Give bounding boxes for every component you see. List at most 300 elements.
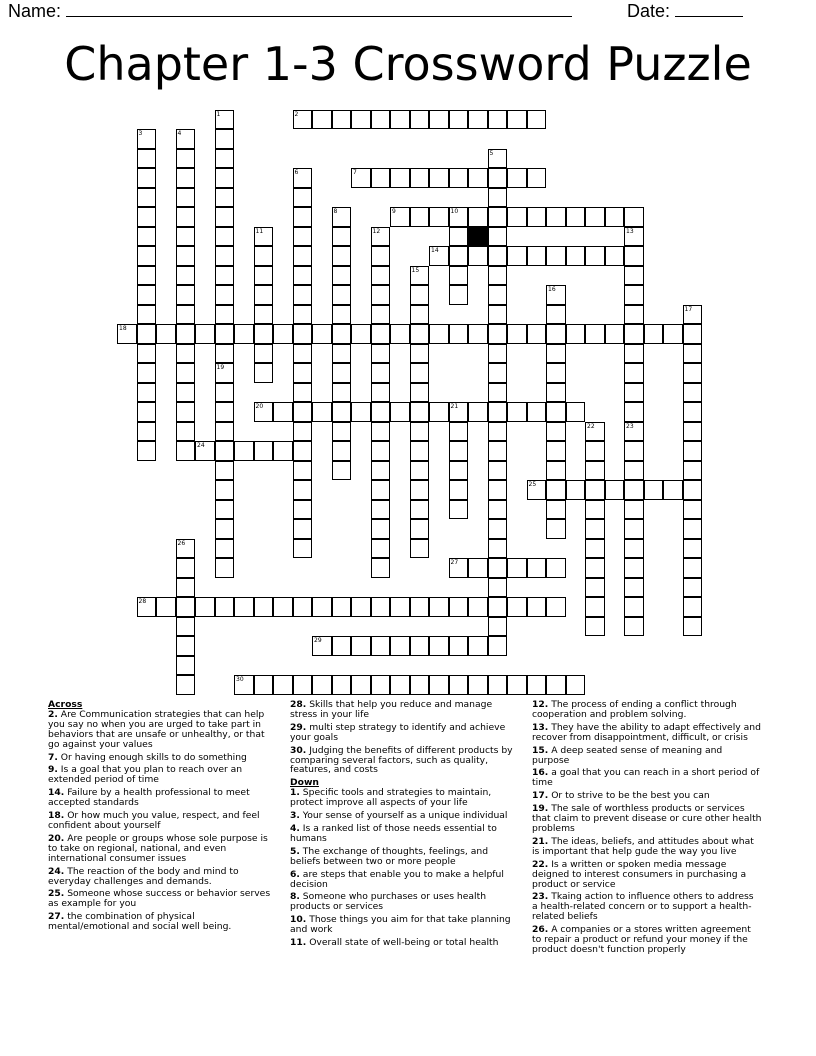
grid-cell[interactable]	[410, 441, 430, 461]
grid-cell[interactable]	[332, 305, 352, 325]
grid-cell[interactable]	[390, 597, 410, 617]
grid-cell[interactable]	[663, 480, 683, 500]
grid-cell[interactable]	[371, 597, 391, 617]
grid-cell[interactable]	[449, 480, 469, 500]
grid-cell[interactable]	[234, 441, 254, 461]
grid-cell[interactable]	[293, 480, 313, 500]
grid-cell[interactable]	[410, 207, 430, 227]
grid-cell[interactable]	[507, 324, 527, 344]
grid-cell[interactable]	[546, 285, 566, 305]
grid-cell[interactable]	[176, 402, 196, 422]
grid-cell[interactable]	[332, 461, 352, 481]
grid-cell[interactable]	[293, 675, 313, 695]
grid-cell[interactable]	[449, 246, 469, 266]
grid-cell[interactable]	[273, 597, 293, 617]
grid-cell[interactable]	[254, 675, 274, 695]
grid-cell[interactable]	[254, 266, 274, 286]
grid-cell[interactable]	[176, 363, 196, 383]
grid-cell[interactable]	[683, 441, 703, 461]
grid-cell[interactable]	[254, 285, 274, 305]
grid-cell[interactable]	[137, 324, 157, 344]
grid-cell[interactable]	[137, 285, 157, 305]
grid-cell[interactable]	[351, 324, 371, 344]
grid-cell[interactable]	[410, 675, 430, 695]
grid-cell[interactable]	[254, 363, 274, 383]
grid-cell[interactable]	[624, 266, 644, 286]
grid-cell[interactable]	[176, 149, 196, 169]
grid-cell[interactable]	[449, 227, 469, 247]
grid-cell[interactable]	[683, 578, 703, 598]
grid-cell[interactable]	[332, 285, 352, 305]
grid-cell[interactable]	[176, 285, 196, 305]
grid-cell[interactable]	[624, 480, 644, 500]
grid-cell[interactable]	[390, 110, 410, 130]
grid-cell[interactable]	[410, 305, 430, 325]
grid-cell[interactable]	[137, 246, 157, 266]
grid-cell[interactable]	[429, 246, 449, 266]
grid-cell[interactable]	[215, 188, 235, 208]
grid-cell[interactable]	[176, 441, 196, 461]
grid-cell[interactable]	[585, 500, 605, 520]
grid-cell[interactable]	[371, 305, 391, 325]
grid-cell[interactable]	[351, 402, 371, 422]
grid-cell[interactable]	[293, 188, 313, 208]
grid-cell[interactable]	[137, 344, 157, 364]
grid-cell[interactable]	[371, 480, 391, 500]
grid-cell[interactable]	[215, 539, 235, 559]
grid-cell[interactable]	[293, 402, 313, 422]
grid-cell[interactable]	[176, 383, 196, 403]
grid-cell[interactable]	[312, 110, 332, 130]
grid-cell[interactable]	[449, 597, 469, 617]
grid-cell[interactable]	[624, 285, 644, 305]
grid-cell[interactable]	[351, 110, 371, 130]
grid-cell[interactable]	[273, 324, 293, 344]
grid-cell[interactable]	[624, 305, 644, 325]
grid-cell[interactable]	[488, 539, 508, 559]
grid-cell[interactable]	[663, 324, 683, 344]
grid-cell[interactable]	[215, 305, 235, 325]
grid-cell[interactable]	[644, 324, 664, 344]
grid-cell[interactable]	[137, 402, 157, 422]
grid-cell[interactable]	[585, 461, 605, 481]
grid-cell[interactable]	[410, 519, 430, 539]
grid-cell[interactable]	[410, 266, 430, 286]
grid-cell[interactable]	[546, 480, 566, 500]
grid-cell[interactable]	[176, 578, 196, 598]
grid-cell[interactable]	[468, 675, 488, 695]
grid-cell[interactable]	[215, 402, 235, 422]
grid-cell[interactable]	[215, 480, 235, 500]
grid-cell[interactable]	[429, 402, 449, 422]
grid-cell[interactable]	[332, 266, 352, 286]
grid-cell[interactable]	[351, 675, 371, 695]
grid-cell[interactable]	[176, 188, 196, 208]
grid-cell[interactable]	[585, 597, 605, 617]
grid-cell[interactable]	[293, 266, 313, 286]
grid-cell[interactable]	[312, 636, 332, 656]
grid-cell[interactable]	[215, 597, 235, 617]
grid-cell[interactable]	[488, 636, 508, 656]
grid-cell[interactable]	[585, 519, 605, 539]
grid-cell[interactable]	[137, 129, 157, 149]
grid-cell[interactable]	[410, 480, 430, 500]
grid-cell[interactable]	[527, 110, 547, 130]
grid-cell[interactable]	[488, 461, 508, 481]
grid-cell[interactable]	[410, 422, 430, 442]
grid-cell[interactable]	[176, 344, 196, 364]
grid-cell[interactable]	[293, 363, 313, 383]
grid-cell[interactable]	[585, 617, 605, 637]
grid-cell[interactable]	[468, 110, 488, 130]
grid-cell[interactable]	[410, 363, 430, 383]
grid-cell[interactable]	[137, 266, 157, 286]
grid-cell[interactable]	[546, 461, 566, 481]
grid-cell[interactable]	[312, 402, 332, 422]
grid-cell[interactable]	[293, 519, 313, 539]
grid-cell[interactable]	[293, 227, 313, 247]
grid-cell[interactable]	[390, 636, 410, 656]
grid-cell[interactable]	[488, 578, 508, 598]
grid-cell[interactable]	[176, 168, 196, 188]
grid-cell[interactable]	[332, 422, 352, 442]
grid-cell[interactable]	[449, 266, 469, 286]
grid-cell[interactable]	[527, 675, 547, 695]
grid-cell[interactable]	[254, 227, 274, 247]
grid-cell[interactable]	[332, 675, 352, 695]
grid-cell[interactable]	[371, 383, 391, 403]
grid-cell[interactable]	[488, 402, 508, 422]
grid-cell[interactable]	[215, 266, 235, 286]
grid-cell[interactable]	[215, 344, 235, 364]
grid-cell[interactable]	[410, 110, 430, 130]
grid-cell[interactable]	[683, 558, 703, 578]
grid-cell[interactable]	[332, 597, 352, 617]
grid-cell[interactable]	[332, 344, 352, 364]
grid-cell[interactable]	[410, 324, 430, 344]
grid-cell[interactable]	[449, 422, 469, 442]
grid-cell[interactable]	[683, 363, 703, 383]
grid-cell[interactable]	[410, 383, 430, 403]
grid-cell[interactable]	[176, 246, 196, 266]
grid-cell[interactable]	[137, 363, 157, 383]
grid-cell[interactable]	[195, 597, 215, 617]
grid-cell[interactable]	[176, 324, 196, 344]
grid-cell[interactable]	[507, 246, 527, 266]
grid-cell[interactable]	[410, 636, 430, 656]
grid-cell[interactable]	[371, 363, 391, 383]
grid-cell[interactable]	[624, 246, 644, 266]
grid-cell[interactable]	[527, 324, 547, 344]
grid-cell[interactable]	[546, 441, 566, 461]
grid-cell[interactable]	[624, 597, 644, 617]
grid-cell[interactable]	[605, 207, 625, 227]
grid-cell[interactable]	[683, 519, 703, 539]
grid-cell[interactable]	[156, 597, 176, 617]
grid-cell[interactable]	[273, 675, 293, 695]
grid-cell[interactable]	[507, 675, 527, 695]
grid-cell[interactable]	[410, 461, 430, 481]
grid-cell[interactable]	[156, 324, 176, 344]
grid-cell[interactable]	[293, 461, 313, 481]
grid-cell[interactable]	[176, 422, 196, 442]
grid-cell[interactable]	[176, 675, 196, 695]
grid-cell[interactable]	[410, 597, 430, 617]
grid-cell[interactable]	[468, 597, 488, 617]
grid-cell[interactable]	[371, 558, 391, 578]
grid-cell[interactable]	[371, 402, 391, 422]
grid-cell[interactable]	[390, 402, 410, 422]
grid-cell[interactable]	[488, 188, 508, 208]
grid-cell[interactable]	[273, 441, 293, 461]
grid-cell[interactable]	[215, 500, 235, 520]
grid-cell[interactable]	[215, 168, 235, 188]
grid-cell[interactable]	[644, 480, 664, 500]
grid-cell[interactable]	[332, 227, 352, 247]
grid-cell[interactable]	[371, 422, 391, 442]
grid-cell[interactable]	[566, 246, 586, 266]
grid-cell[interactable]	[215, 363, 235, 383]
grid-cell[interactable]	[488, 519, 508, 539]
grid-cell[interactable]	[293, 597, 313, 617]
grid-cell[interactable]	[488, 363, 508, 383]
grid-cell[interactable]	[585, 324, 605, 344]
grid-cell[interactable]	[468, 246, 488, 266]
grid-cell[interactable]	[371, 636, 391, 656]
grid-cell[interactable]	[683, 597, 703, 617]
grid-cell[interactable]	[332, 441, 352, 461]
grid-cell[interactable]	[585, 539, 605, 559]
grid-cell[interactable]	[429, 324, 449, 344]
grid-cell[interactable]	[371, 324, 391, 344]
grid-cell[interactable]	[566, 675, 586, 695]
grid-cell[interactable]	[332, 636, 352, 656]
grid-cell[interactable]	[546, 363, 566, 383]
grid-cell[interactable]	[293, 207, 313, 227]
grid-cell[interactable]	[527, 246, 547, 266]
grid-cell[interactable]	[332, 402, 352, 422]
grid-cell[interactable]	[624, 207, 644, 227]
grid-cell[interactable]	[507, 558, 527, 578]
grid-cell[interactable]	[488, 597, 508, 617]
grid-cell[interactable]	[137, 207, 157, 227]
grid-cell[interactable]	[605, 480, 625, 500]
grid-cell[interactable]	[215, 246, 235, 266]
grid-cell[interactable]	[683, 461, 703, 481]
grid-cell[interactable]	[624, 500, 644, 520]
grid-cell[interactable]	[449, 168, 469, 188]
grid-cell[interactable]	[546, 402, 566, 422]
grid-cell[interactable]	[488, 324, 508, 344]
grid-cell[interactable]	[488, 285, 508, 305]
grid-cell[interactable]	[371, 675, 391, 695]
grid-cell[interactable]	[351, 597, 371, 617]
grid-cell[interactable]	[332, 207, 352, 227]
grid-cell[interactable]	[488, 441, 508, 461]
grid-cell[interactable]	[332, 246, 352, 266]
grid-cell[interactable]	[488, 617, 508, 637]
grid-cell[interactable]	[332, 110, 352, 130]
grid-cell[interactable]	[527, 402, 547, 422]
grid-cell[interactable]	[527, 480, 547, 500]
grid-cell[interactable]	[546, 207, 566, 227]
grid-cell[interactable]	[683, 617, 703, 637]
grid-cell[interactable]	[683, 324, 703, 344]
grid-cell[interactable]	[449, 207, 469, 227]
grid-cell[interactable]	[585, 578, 605, 598]
grid-cell[interactable]	[215, 422, 235, 442]
grid-cell[interactable]	[585, 480, 605, 500]
grid-cell[interactable]	[371, 500, 391, 520]
grid-cell[interactable]	[624, 519, 644, 539]
grid-cell[interactable]	[254, 597, 274, 617]
grid-cell[interactable]	[488, 110, 508, 130]
grid-cell[interactable]	[546, 519, 566, 539]
grid-cell[interactable]	[488, 675, 508, 695]
grid-cell[interactable]	[605, 324, 625, 344]
grid-cell[interactable]	[624, 227, 644, 247]
grid-cell[interactable]	[624, 363, 644, 383]
grid-cell[interactable]	[429, 675, 449, 695]
grid-cell[interactable]	[546, 246, 566, 266]
grid-cell[interactable]	[449, 636, 469, 656]
grid-cell[interactable]	[254, 402, 274, 422]
grid-cell[interactable]	[371, 227, 391, 247]
grid-cell[interactable]	[351, 636, 371, 656]
grid-cell[interactable]	[546, 675, 566, 695]
grid-cell[interactable]	[488, 149, 508, 169]
grid-cell[interactable]	[371, 266, 391, 286]
grid-cell[interactable]	[293, 383, 313, 403]
grid-cell[interactable]	[546, 324, 566, 344]
grid-cell[interactable]	[137, 441, 157, 461]
grid-cell[interactable]	[449, 110, 469, 130]
grid-cell[interactable]	[488, 168, 508, 188]
grid-cell[interactable]	[137, 168, 157, 188]
grid-cell[interactable]	[293, 539, 313, 559]
grid-cell[interactable]	[566, 480, 586, 500]
grid-cell[interactable]	[371, 539, 391, 559]
grid-cell[interactable]	[254, 344, 274, 364]
grid-cell[interactable]	[410, 539, 430, 559]
grid-cell[interactable]	[527, 597, 547, 617]
grid-cell[interactable]	[488, 480, 508, 500]
grid-cell[interactable]	[585, 441, 605, 461]
grid-cell[interactable]	[624, 383, 644, 403]
grid-cell[interactable]	[371, 461, 391, 481]
grid-cell[interactable]	[507, 110, 527, 130]
grid-cell[interactable]	[566, 324, 586, 344]
grid-cell[interactable]	[683, 383, 703, 403]
grid-cell[interactable]	[566, 402, 586, 422]
grid-cell[interactable]	[449, 402, 469, 422]
grid-cell[interactable]	[488, 558, 508, 578]
grid-cell[interactable]	[410, 500, 430, 520]
grid-cell[interactable]	[527, 168, 547, 188]
grid-cell[interactable]	[468, 636, 488, 656]
grid-cell[interactable]	[624, 578, 644, 598]
grid-cell[interactable]	[546, 305, 566, 325]
grid-cell[interactable]	[137, 227, 157, 247]
grid-cell[interactable]	[449, 558, 469, 578]
grid-cell[interactable]	[215, 441, 235, 461]
grid-cell[interactable]	[429, 207, 449, 227]
grid-cell[interactable]	[371, 344, 391, 364]
grid-cell[interactable]	[371, 168, 391, 188]
grid-cell[interactable]	[215, 227, 235, 247]
grid-cell[interactable]	[488, 207, 508, 227]
grid-cell[interactable]	[137, 422, 157, 442]
grid-cell[interactable]	[390, 324, 410, 344]
grid-cell[interactable]	[293, 500, 313, 520]
grid-cell[interactable]	[683, 402, 703, 422]
grid-cell[interactable]	[546, 344, 566, 364]
grid-cell[interactable]	[390, 675, 410, 695]
grid-cell[interactable]	[566, 207, 586, 227]
grid-cell[interactable]	[585, 207, 605, 227]
grid-cell[interactable]	[195, 324, 215, 344]
grid-cell[interactable]	[371, 441, 391, 461]
grid-cell[interactable]	[371, 519, 391, 539]
grid-cell[interactable]	[137, 383, 157, 403]
grid-cell[interactable]	[488, 344, 508, 364]
grid-cell[interactable]	[546, 383, 566, 403]
grid-cell[interactable]	[332, 324, 352, 344]
grid-cell[interactable]	[332, 383, 352, 403]
grid-cell[interactable]	[429, 110, 449, 130]
grid-cell[interactable]	[468, 207, 488, 227]
grid-cell[interactable]	[624, 441, 644, 461]
grid-cell[interactable]	[488, 246, 508, 266]
grid-cell[interactable]	[176, 656, 196, 676]
grid-cell[interactable]	[293, 305, 313, 325]
grid-cell[interactable]	[449, 324, 469, 344]
grid-cell[interactable]	[293, 344, 313, 364]
grid-cell[interactable]	[293, 110, 313, 130]
grid-cell[interactable]	[624, 422, 644, 442]
grid-cell[interactable]	[585, 422, 605, 442]
grid-cell[interactable]	[234, 675, 254, 695]
grid-cell[interactable]	[468, 558, 488, 578]
grid-cell[interactable]	[488, 266, 508, 286]
grid-cell[interactable]	[624, 539, 644, 559]
grid-cell[interactable]	[215, 383, 235, 403]
grid-cell[interactable]	[683, 422, 703, 442]
grid-cell[interactable]	[371, 110, 391, 130]
grid-cell[interactable]	[507, 168, 527, 188]
grid-cell[interactable]	[215, 519, 235, 539]
grid-cell[interactable]	[507, 402, 527, 422]
grid-cell[interactable]	[176, 636, 196, 656]
grid-cell[interactable]	[137, 305, 157, 325]
grid-cell[interactable]	[624, 402, 644, 422]
grid-cell[interactable]	[390, 168, 410, 188]
grid-cell[interactable]	[605, 246, 625, 266]
grid-cell[interactable]	[468, 324, 488, 344]
grid-cell[interactable]	[215, 461, 235, 481]
grid-cell[interactable]	[410, 168, 430, 188]
grid-cell[interactable]	[488, 227, 508, 247]
grid-cell[interactable]	[137, 597, 157, 617]
grid-cell[interactable]	[585, 558, 605, 578]
grid-cell[interactable]	[488, 422, 508, 442]
grid-cell[interactable]	[410, 285, 430, 305]
grid-cell[interactable]	[332, 363, 352, 383]
grid-cell[interactable]	[312, 597, 332, 617]
grid-cell[interactable]	[585, 246, 605, 266]
grid-cell[interactable]	[624, 324, 644, 344]
grid-cell[interactable]	[507, 207, 527, 227]
